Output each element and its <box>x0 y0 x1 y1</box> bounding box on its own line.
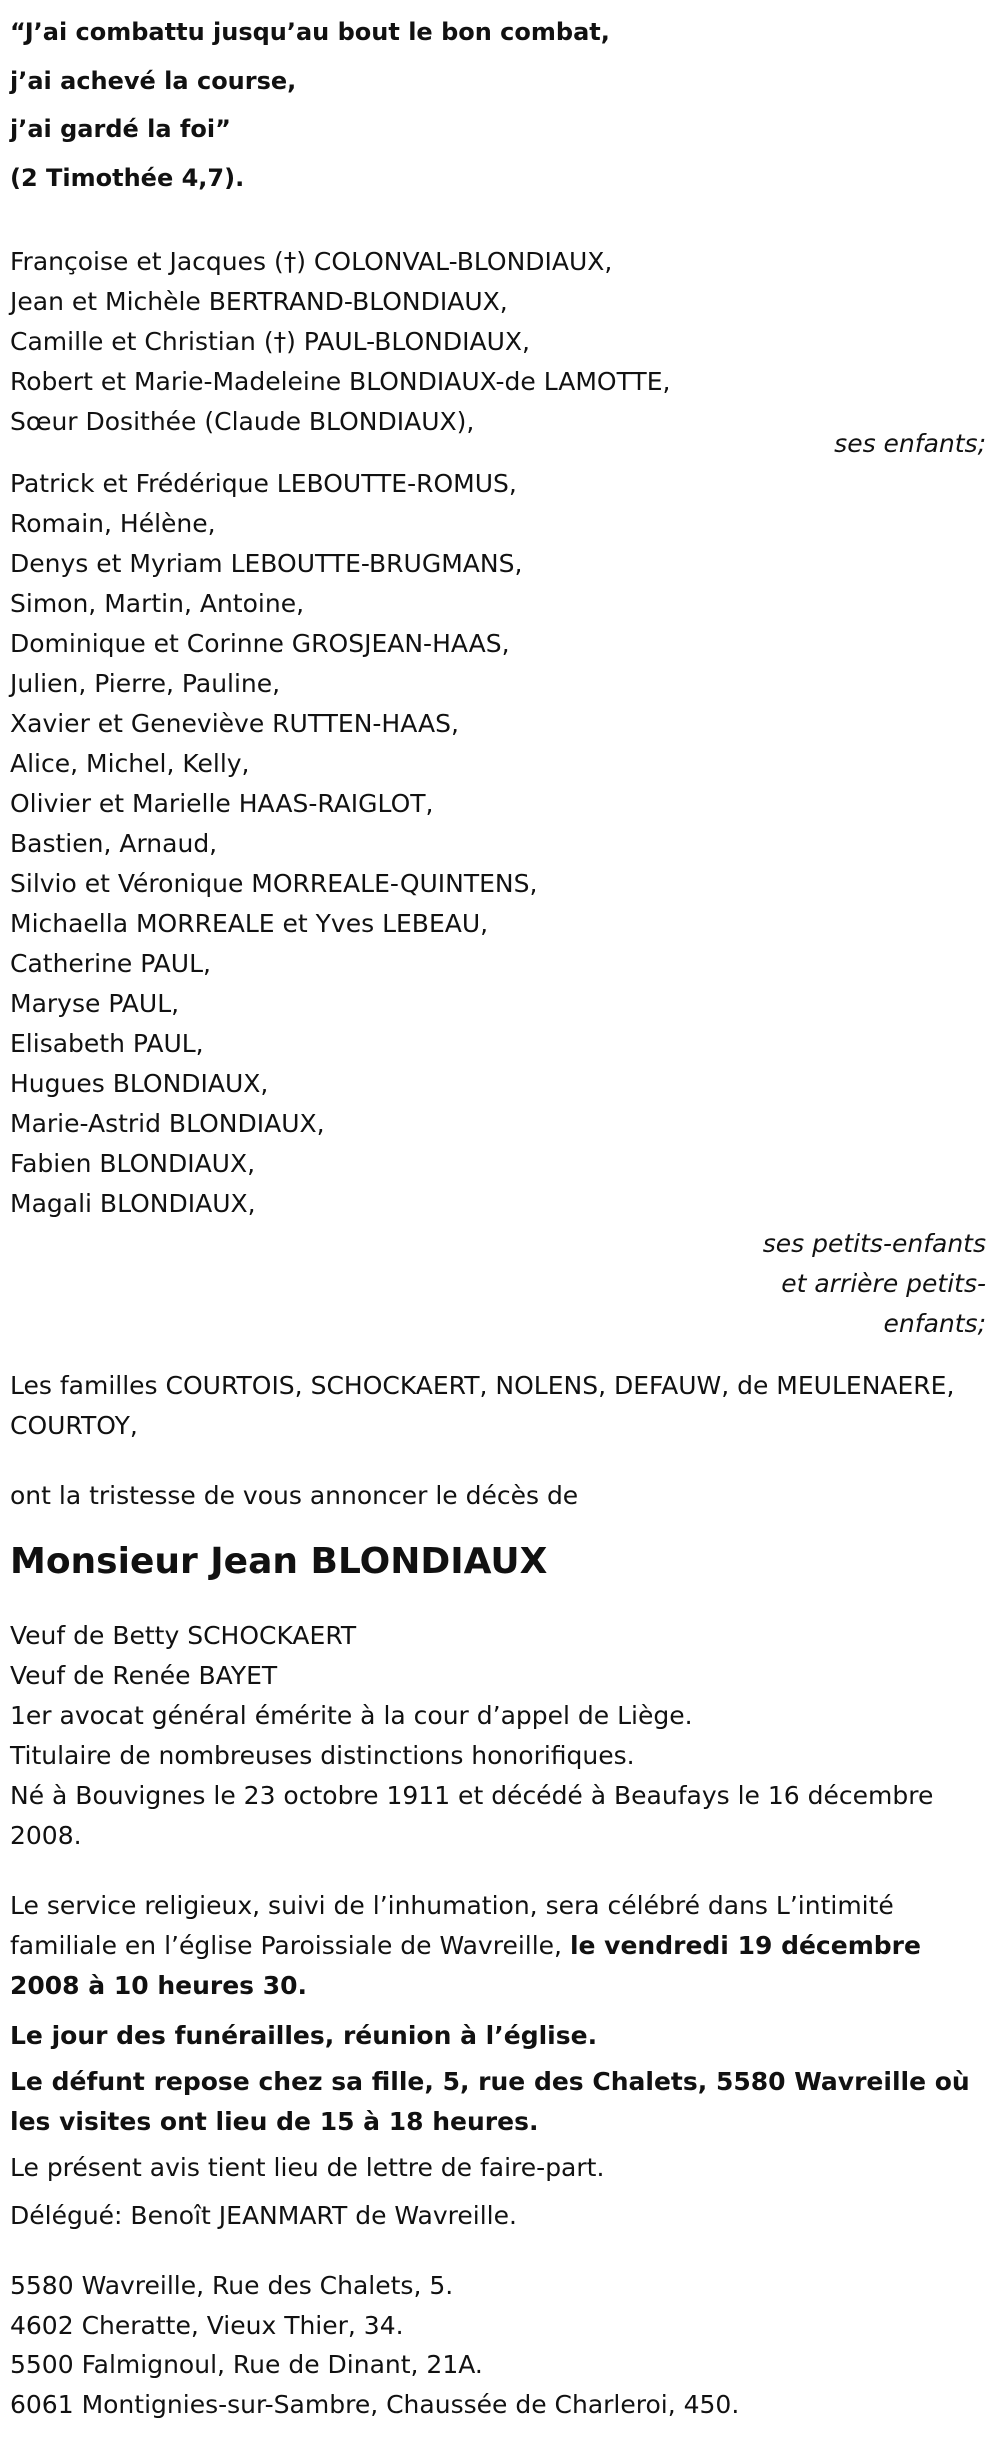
child-entry: Jean et Michèle BERTRAND-BLONDIAUX, <box>10 287 508 316</box>
address-line: 5580 Wavreille, Rue des Chalets, 5. <box>10 2271 454 2300</box>
grandchild-entry: Alice, Michel, Kelly, <box>10 749 250 778</box>
grandchildren-list <box>10 464 986 1344</box>
children-list <box>10 242 986 464</box>
bio-line: Titulaire de nombreuses distinctions honorifiques. <box>10 1741 635 1770</box>
child-entry: Robert et Marie-Madeleine BLONDIAUX-de LAMOTTE, <box>10 367 671 396</box>
address-list <box>10 2266 986 2424</box>
grandchild-entry: Patrick et Frédérique LEBOUTTE-ROMUS, <box>10 469 517 498</box>
service-info: Le service religieux, suivi de l’inhumation, sera célébré dans L’intimité familiale en l’église Paroissiale de Wavreille, le vendredi 19 décembre 2008 à 10 heures 30. <box>10 1891 921 2000</box>
visits-info: Le défunt repose chez sa fille, 5, rue des Chalets, 5580 Wavreille où les visites ont lieu de 15 à 18 heures. <box>10 2067 970 2136</box>
grandchild-entry: Elisabeth PAUL, <box>10 1029 204 1058</box>
grandchild-entry: Hugues BLONDIAUX, <box>10 1069 269 1098</box>
grandchild-entry: Marie-Astrid BLONDIAUX, <box>10 1109 325 1138</box>
grandchild-entry: Catherine PAUL, <box>10 949 211 978</box>
grandchildren-label: ses petits-enfants et arrière petits- enfants; <box>762 1229 986 1338</box>
quote-line: j’ai gardé la foi” <box>10 115 231 143</box>
grandchild-entry: Fabien BLONDIAUX, <box>10 1149 256 1178</box>
child-entry: Camille et Christian (†) PAUL-BLONDIAUX, <box>10 327 530 356</box>
quote-line: “J’ai combattu jusqu’au bout le bon combat, <box>10 18 610 46</box>
grandchild-entry: Michaella MORREALE et Yves LEBEAU, <box>10 909 489 938</box>
bio-line: Veuf de Renée BAYET <box>10 1661 278 1690</box>
grandchild-entry: Maryse PAUL, <box>10 989 180 1018</box>
grandchild-entry: Romain, Hélène, <box>10 509 216 538</box>
grandchild-entry: Julien, Pierre, Pauline, <box>10 669 281 698</box>
grandchild-entry: Magali BLONDIAUX, <box>10 1189 256 1218</box>
quote-reference: (2 Timothée 4,7). <box>10 163 245 192</box>
notice: Le présent avis tient lieu de lettre de faire-part. <box>10 2153 605 2182</box>
bio-line: 1er avocat général émérite à la cour d’appel de Liège. <box>10 1701 693 1730</box>
address-line: 4602 Cheratte, Vieux Thier, 34. <box>10 2310 404 2340</box>
grandchild-entry: Denys et Myriam LEBOUTTE-BRUGMANS, <box>10 549 523 578</box>
address-line: 6061 Montignies-sur-Sambre, Chaussée de Charleroi, 450. <box>10 2389 740 2419</box>
grandchild-entry: Olivier et Marielle HAAS-RAIGLOT, <box>10 789 434 818</box>
grandchild-entry: Xavier et Geneviève RUTTEN-HAAS, <box>10 709 459 738</box>
biography <box>10 1616 986 1856</box>
grandchild-entry: Simon, Martin, Antoine, <box>10 589 305 618</box>
grandchild-entry: Bastien, Arnaud, <box>10 829 218 858</box>
child-entry: Sœur Dosithée (Claude BLONDIAUX), <box>10 407 475 436</box>
birth-death: Né à Bouvignes le 23 octobre 1911 et décédé à Beaufays le 16 décembre 2008. <box>10 1781 934 1850</box>
grandchild-entry: Silvio et Véronique MORREALE-QUINTENS, <box>10 869 538 898</box>
service-date: le vendredi 19 décembre 2008 à 10 heures 30. <box>10 1931 921 2000</box>
families: Les familles COURTOIS, SCHOCKAERT, NOLENS, DEFAUW, de MEULENAERE, COURTOY, <box>10 1371 955 1440</box>
bio-line: Veuf de Betty SCHOCKAERT <box>10 1621 357 1650</box>
children-label: ses enfants; <box>834 429 986 458</box>
grandchild-entry: Dominique et Corinne GROSJEAN-HAAS, <box>10 629 510 658</box>
delegate: Délégué: Benoît JEANMART de Wavreille. <box>10 2201 517 2230</box>
quote-line: j’ai achevé la course, <box>10 66 297 95</box>
child-entry: Françoise et Jacques (†) COLONVAL-BLONDIAUX, <box>10 247 613 276</box>
meeting-info: Le jour des funérailles, réunion à l’église. <box>10 2021 598 2050</box>
deceased-name: Monsieur Jean BLONDIAUX <box>10 1541 548 1582</box>
announcement: ont la tristesse de vous annoncer le décès de <box>10 1481 579 1510</box>
bible-quote <box>10 8 986 202</box>
address-line: 5500 Falmignoul, Rue de Dinant, 21A. <box>10 2350 483 2379</box>
